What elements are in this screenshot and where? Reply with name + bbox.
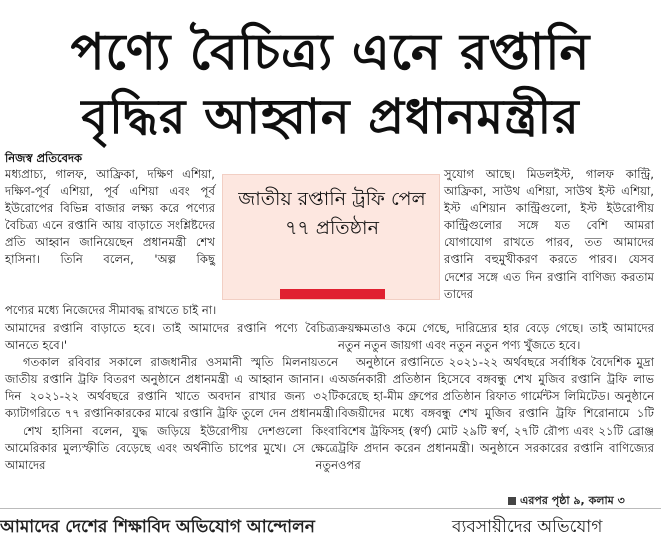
article-column-left-top [5,166,215,269]
headline-line-2: বৃদ্ধির আহ্বান প্রধানমন্ত্রীর [81,89,580,145]
article-paragraph: শেখ হাসিনা বলেন, যুদ্ধ জড়িয়ে ইউরোপীয় দেশগুলো কিংবা আমেরিকার মুল্যস্ফীতি বেড়েছে এবং অর্থনীতি চাপের মুখে। সে ক্ষেত্রে আমাদের নতুন [5,423,338,472]
article-column-right-lower [338,320,654,474]
article-paragraph: আমাদের রপ্তানি বাড়াতে হবে। তাই আমাদের রপ্তানি পণ্যে বৈচিত্র্য আনতে হবে।' [5,321,338,353]
article-paragraph: ক্রয়ক্ষমতাও কমে গেছে, দারিদ্র্যের হার বেড়ে গেছে। তাই আমাদের নতুন নতুন জায়গা এবং নতুন নতুন পণ্য খুঁজতে হবে। [338,321,654,353]
article-paragraph: অনুষ্ঠানে রপ্তানিতে ২০২১-২২ অর্থবছরে সর্বাধিক বৈদেশিক মুদ্রা অর্জনকারী প্রতিষ্ঠান হিসেবে বঙ্গবন্ধু শেখ মুজিব রপ্তানি ট্রফি লাভ করেছে হা-মীম গ্রুপের প্রতিষ্ঠান রিফাত গার্মেন্টস লিমিটেড। অনুষ্ঠানে বিজয়ীদের মধ্যে বঙ্গবন্ধু শেখ মুজিব রপ্তানি ট্রফি শিরোনামে ১টি বিশেষ ট্রফিসহ (স্বর্ণ) মোট ২৯টি স্বর্ণ, ২৭টি রৌপ্য এবং ২১টি ব্রোঞ্জ ট্রফি প্রদান করেন প্রধানমন্ত্রী। অনুষ্ঠানে সরকারের রপ্তানি বাণিজ্যের ওপর [338,355,654,472]
top-clipped-strip [0,0,661,8]
byline: নিজস্ব প্রতিবেদক [5,151,83,165]
article-paragraph: সুযোগ আছে। মিডলইস্ট, গালফ কান্ট্রি, আফ্রিকা, সাউথ এশিয়া, সাউথ ইস্ট এশিয়া, ইস্ট এশিয়ান কান্ট্রিগুলো, ইস্ট ইউরোপীয় কান্ট্রিগুলোর সঙ্গে যত বেশি আমরা যোগাযোগ রাখতে পারব, তত আমাদের রপ্তানি বহুমুখীকরণ করতে পারব। যেসব দেশের সঙ্গে এত দিন রপ্তানি বাণিজ্য করতাম তাদের [444,167,654,301]
next-article-headline-left: আমাদের দেশের শিক্ষাবিদ অভিযোগ আন্দোলন [0,517,315,537]
article-column-right-top [444,166,654,303]
square-bullet-icon [508,497,516,505]
article-column-left-lower [5,320,338,474]
article-spanning-line [5,302,654,319]
article-paragraph: মধ্যপ্রাচ্য, গালফ, আফ্রিকা, দক্ষিণ এশিয়া, দক্ষিণ-পূর্ব এশিয়া, পূর্ব এশিয়া এবং পূর্ব ইউরোপের বিভিন্ন বাজার লক্ষ্য করে পণ্যের বৈচিত্র্য এনে রপ্তানি আয় বাড়াতে সংশ্লিষ্টদের প্রতি আহ্বান জানিয়েছেন প্রধানমন্ত্রী শেখ হাসিনা। তিনি বলেন, 'অল্প কিছু [5,167,215,267]
pull-quote-text: জাতীয় রপ্তানি ট্রফি পেল ৭৭ প্রতিষ্ঠান [238,188,426,239]
bottom-divider [0,508,661,509]
headline-line-1: পণ্যে বৈচিত্র্য এনে রপ্তানি [70,23,591,81]
top-strip-text [430,0,433,4]
continuation-text: এরপর পৃষ্ঠা ৯, কলাম ৩ [520,494,625,507]
next-article-headline-right: ব্যবসায়ীদের অভিযোগ [452,517,603,537]
article-paragraph: গতকাল রবিবার সকালে রাজধানীর ওসমানী স্মৃতি মিলনায়তনে জাতীয় রপ্তানি ট্রফি বিতরণ অনুষ্ঠানে প্রধানমন্ত্রী এ আহ্বান জানান। এ দিন ২০২১-২২ অর্থবছরে রপ্তানি খাতে অবদান রাখার জন্য ৩২টি ক্যাটাগরিতে ৭৭ রপ্তানিকারকের মাঝে রপ্তানি ট্রফি তুলে দেন প্রধানমন্ত্রী। [5,355,338,421]
pull-quote-accent-bar [280,289,385,299]
pull-quote-box [222,174,440,300]
article-paragraph: পণ্যের মধ্যে নিজেদের সীমাবদ্ধ রাখতে চাই না। [5,303,217,317]
